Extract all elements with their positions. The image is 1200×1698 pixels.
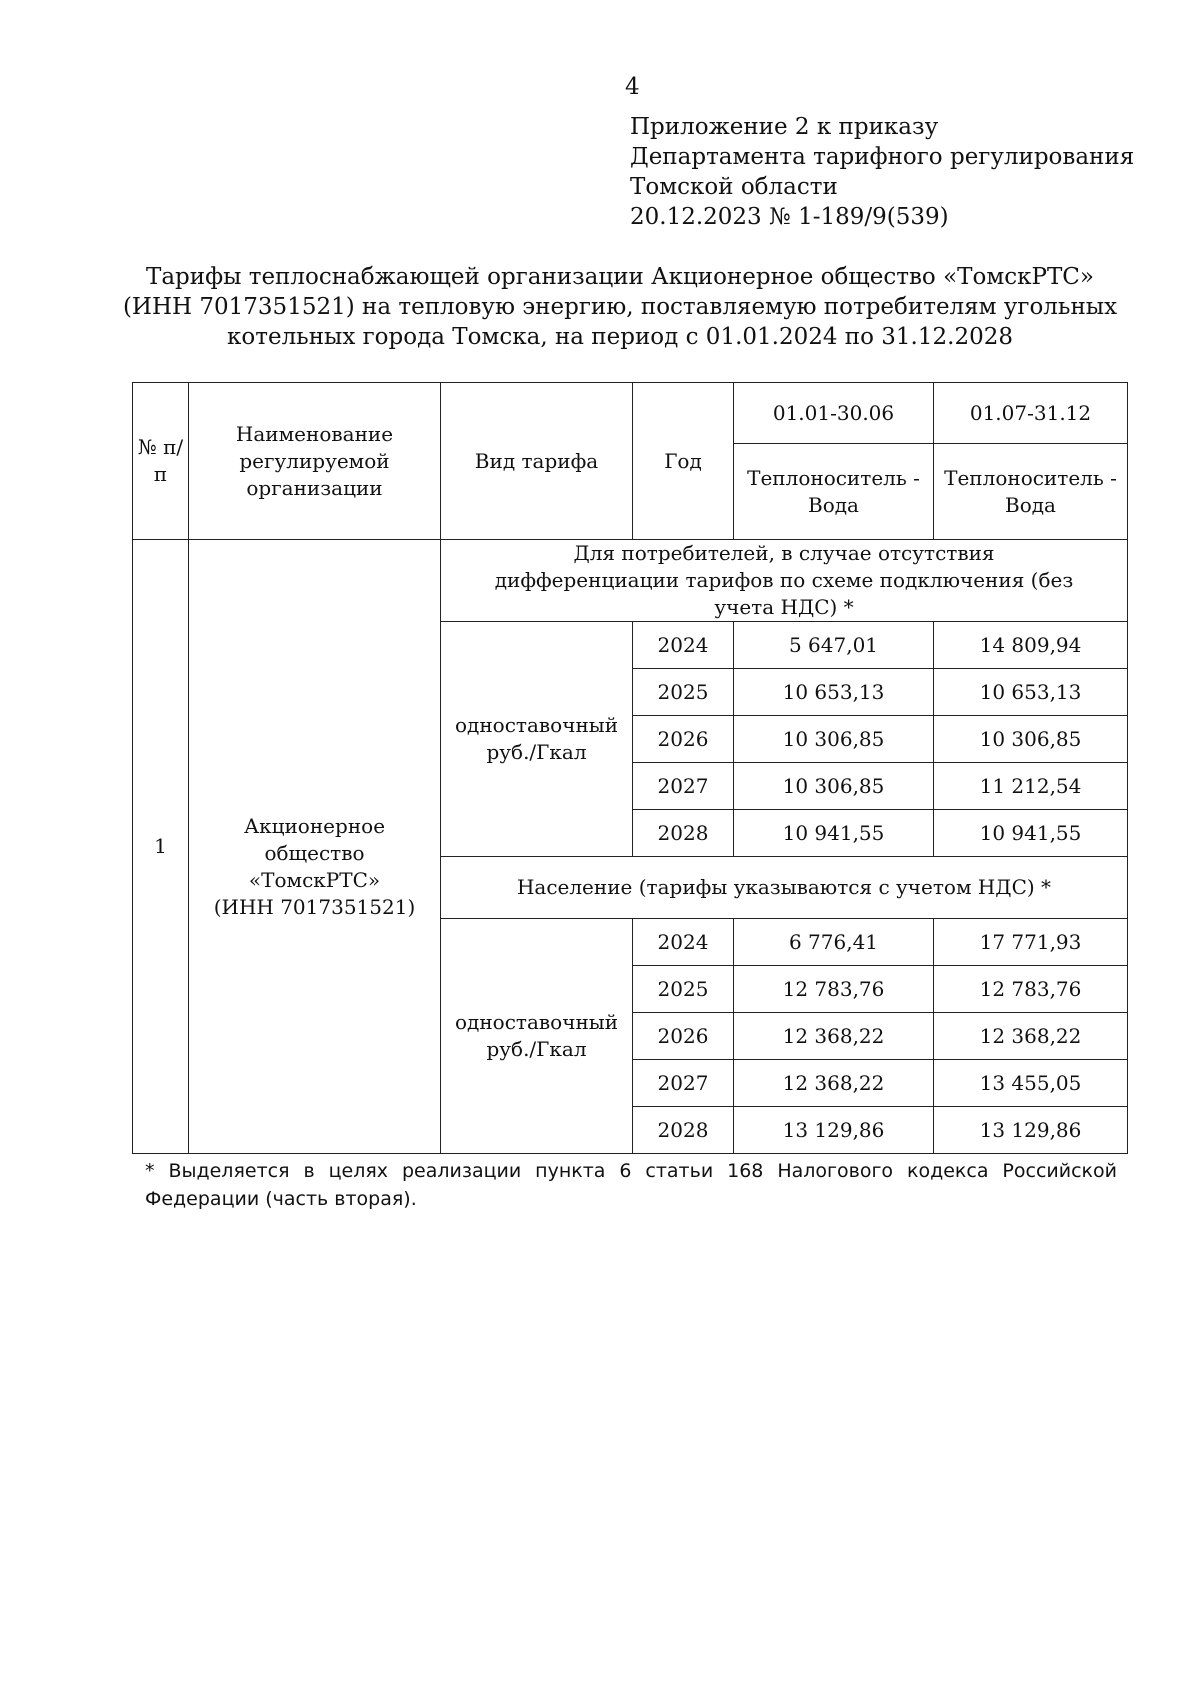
row-number: 1 [133, 540, 189, 1154]
year-cell: 2026 [633, 716, 734, 763]
year-cell: 2025 [633, 966, 734, 1013]
organization-name [189, 540, 441, 1154]
tariff-table [132, 382, 1128, 1154]
footnote: * Выделяется в целях реализации пункта 6 статьи 168 Налогового кодекса Российской Федерации (часть вторая). [145, 1160, 1117, 1210]
year-cell: 2026 [633, 1013, 734, 1060]
organization-line: Акционерное [243, 813, 386, 838]
section-title: Для потребителей, в случае отсутствия дифференциации тарифов по схеме подключения (без учета НДС) * [441, 540, 1128, 622]
organization-line: общество [264, 840, 365, 865]
tariff-value: 6 776,41 [734, 919, 934, 966]
tariff-value: 13 129,86 [934, 1107, 1128, 1154]
tariff-value: 10 941,55 [934, 810, 1128, 857]
document-title [120, 262, 1120, 352]
section-title: Население (тарифы указываются с учетом НДС) * [441, 857, 1128, 919]
tariff-value: 10 653,13 [934, 669, 1128, 716]
tariff-value: 5 647,01 [734, 622, 934, 669]
appendix-header [630, 112, 1134, 232]
tariff-value: 12 368,22 [734, 1013, 934, 1060]
tariff-value: 10 306,85 [934, 716, 1128, 763]
tariff-value: 17 771,93 [934, 919, 1128, 966]
tariff-value: 10 653,13 [734, 669, 934, 716]
tariff-value: 12 368,22 [734, 1060, 934, 1107]
year-cell: 2028 [633, 810, 734, 857]
organization-inn: (ИНН 7017351521) [213, 894, 416, 919]
tariff-value: 14 809,94 [934, 622, 1128, 669]
tariff-type-cell: одноставочный руб./Гкал [441, 919, 633, 1154]
title-line: (ИНН 7017351521) на тепловую энергию, поставляемую потребителям угольных [122, 294, 1118, 320]
year-cell: 2027 [633, 1060, 734, 1107]
tariff-value: 10 306,85 [734, 716, 934, 763]
title-line: Тарифы теплоснабжающей организации Акционерное общество «ТомскРТС» [146, 264, 1094, 290]
appendix-date-number: 20.12.2023 № 1-189/9(539) [630, 204, 949, 230]
header-period-second-half: 01.07-31.12 [934, 383, 1128, 444]
tariff-value: 13 129,86 [734, 1107, 934, 1154]
year-cell: 2024 [633, 919, 734, 966]
appendix-line: Томской области [630, 174, 838, 200]
year-cell: 2025 [633, 669, 734, 716]
tariff-value: 13 455,05 [934, 1060, 1128, 1107]
tariff-value: 12 368,22 [934, 1013, 1128, 1060]
header-year: Год [633, 383, 734, 540]
year-cell: 2024 [633, 622, 734, 669]
title-line: котельных города Томска, на период с 01.01.2024 по 31.12.2028 [227, 324, 1013, 350]
tariff-value: 10 306,85 [734, 763, 934, 810]
header-number: № п/п [133, 383, 189, 540]
header-carrier: Теплоноситель - Вода [934, 444, 1128, 540]
appendix-line: Приложение 2 к приказу [630, 114, 939, 140]
header-period-first-half: 01.01-30.06 [734, 383, 934, 444]
tariff-value: 10 941,55 [734, 810, 934, 857]
header-carrier: Теплоноситель - Вода [734, 444, 934, 540]
year-cell: 2028 [633, 1107, 734, 1154]
appendix-line: Департамента тарифного регулирования [630, 144, 1135, 170]
organization-line: «ТомскРТС» [248, 867, 381, 892]
header-organization: Наименование регулируемой организации [189, 383, 441, 540]
year-cell: 2027 [633, 763, 734, 810]
page-number: 4 [625, 74, 640, 100]
tariff-value: 11 212,54 [934, 763, 1128, 810]
tariff-value: 12 783,76 [734, 966, 934, 1013]
header-tariff-type: Вид тарифа [441, 383, 633, 540]
tariff-value: 12 783,76 [934, 966, 1128, 1013]
tariff-type-cell: одноставочный руб./Гкал [441, 622, 633, 857]
